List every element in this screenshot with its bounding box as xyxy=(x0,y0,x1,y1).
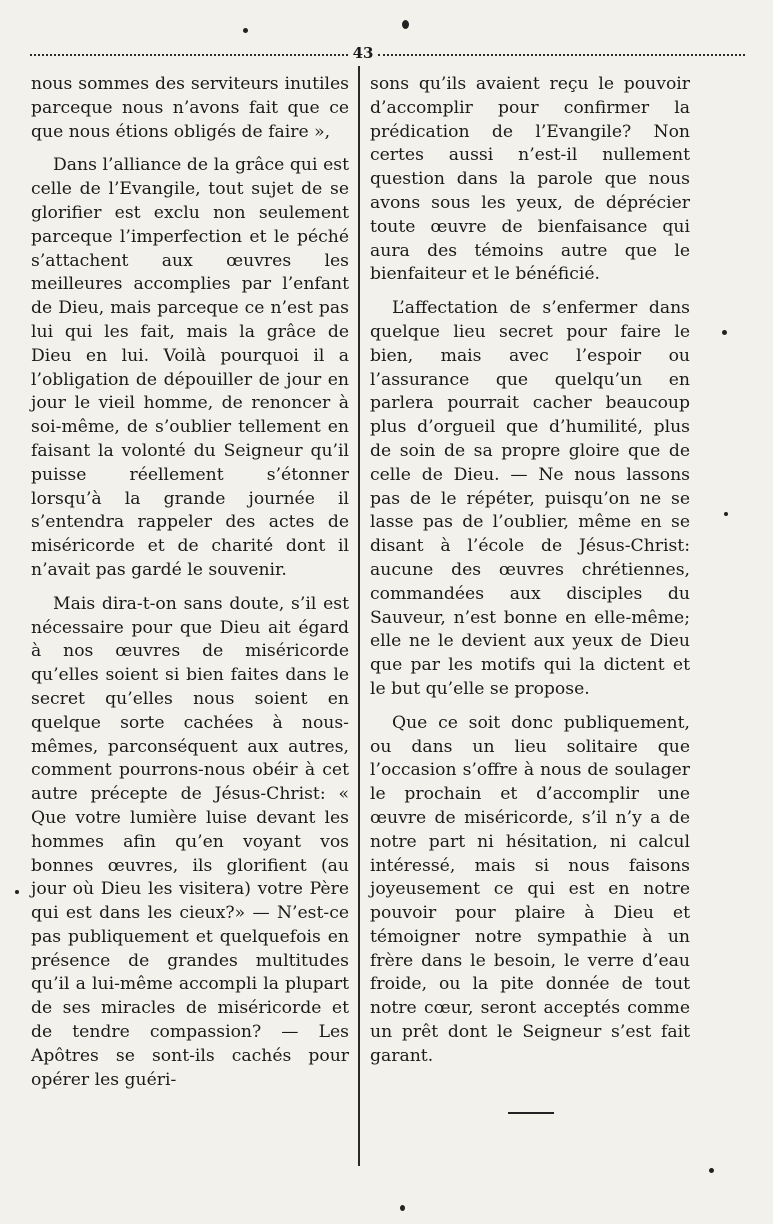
paragraph: L’affectation de s’enfermer dans quelque lieu secret pour faire le bien, mais avec l’espoir ou l’assurance que quelqu’un en parlera pourrait cacher beaucoup plus d’orgueil que d’humilité, plus de soin de sa propre gloire que de celle de Dieu. — Ne nous lassons pas de le répéter, puisqu’on ne se lasse pas de l’oublier, même en se disant à l’école de Jésus-Christ: aucune des œuvres chrétiennes, commandées aux disciples du Sauveur, n’est bonne en elle-même; elle ne le devient aux yeux de Dieu que par les motifs qui la dictent et le but qu’elle se propose. xyxy=(370,298,690,699)
page-header xyxy=(30,44,745,64)
ink-spot xyxy=(400,1205,405,1211)
page-number: 43 xyxy=(352,44,374,62)
ink-spot xyxy=(402,20,409,29)
paragraph: Mais dira-t-on sans doute, s’il est nécessaire pour que Dieu ait égard à nos œuvres de miséricorde qu’elles soient si bien faites dans le secret qu’elles nous soient en quelque sorte cachées à nous-mêmes, parconséquent aux autres, comment pourrons-nous obéir à cet autre précepte de Jésus-Christ: « Que votre lumière luise devant les hommes afin qu’en voyant vos bonnes œuvres, ils glorifient (au jour où Dieu les visitera) votre Père qui est dans les cieux?» — N’est-ce pas publiquement et quelquefois en présence de grandes multitudes qu’il a lui-même accompli la plupart de ses miracles de miséricorde et de tendre compassion? — Les Apôtres se sont-ils cachés pour opérer les guéri- xyxy=(31,593,349,1090)
ink-spot xyxy=(722,330,727,335)
end-mark xyxy=(508,1112,554,1114)
header-rule-left xyxy=(30,54,348,56)
right-column xyxy=(370,73,690,1079)
ink-spot xyxy=(709,1168,714,1173)
paragraph: Dans l’alliance de la grâce qui est celle de l’Evangile, tout sujet de se glorifier est exclu non seulement parceque l’imperfection et le péché s’attachent aux œuvres les meilleures accomplies par l’enfant de Dieu, mais parceque ce n’est pas lui qui les fait, mais la grâce de Dieu en lui. Voilà pourquoi il a l’obligation de dépouiller de jour en jour le vieil homme, de renoncer à soi-même, de s’oublier tellement en faisant la volonté du Seigneur qu’il puisse réellement s’étonner lorsqu’à la grande journée il s’entendra rappeler des actes de miséricorde et de charité dont il n’avait pas gardé le souvenir. xyxy=(31,155,349,580)
paragraph: sons qu’ils avaient reçu le pouvoir d’accomplir pour confirmer la prédication de l’Evangile? Non certes aussi n’est-il nullement question dans la parole que nous avons sous les yeux, de déprécier toute œuvre de bienfaisance qui aura des témoins autre que le bienfaiteur et le bénéficié. xyxy=(370,74,690,285)
ink-spot xyxy=(15,890,19,894)
column-divider xyxy=(358,66,360,1166)
ink-spot xyxy=(243,28,248,33)
paragraph: Que ce soit donc publiquement, ou dans un lieu solitaire que l’occasion s’offre à nous de soulager le prochain et d’accomplir une œuvre de miséricorde, s’il n’y a de notre part ni hésitation, ni calcul intéressé, mais si nous faisons joyeusement ce qui est en notre pouvoir pour plaire à Dieu et témoigner notre sympathie à un frère dans le besoin, le verre d’eau froide, ou la pite donnée de tout notre cœur, seront acceptés comme un prêt dont le Seigneur s’est fait garant. xyxy=(370,712,690,1066)
left-column xyxy=(31,73,349,1102)
ink-spot xyxy=(724,512,728,516)
header-rule-right xyxy=(378,54,745,56)
paragraph: nous sommes des serviteurs inutiles parceque nous n’avons fait que ce que nous étions obligés de faire », xyxy=(31,74,349,142)
